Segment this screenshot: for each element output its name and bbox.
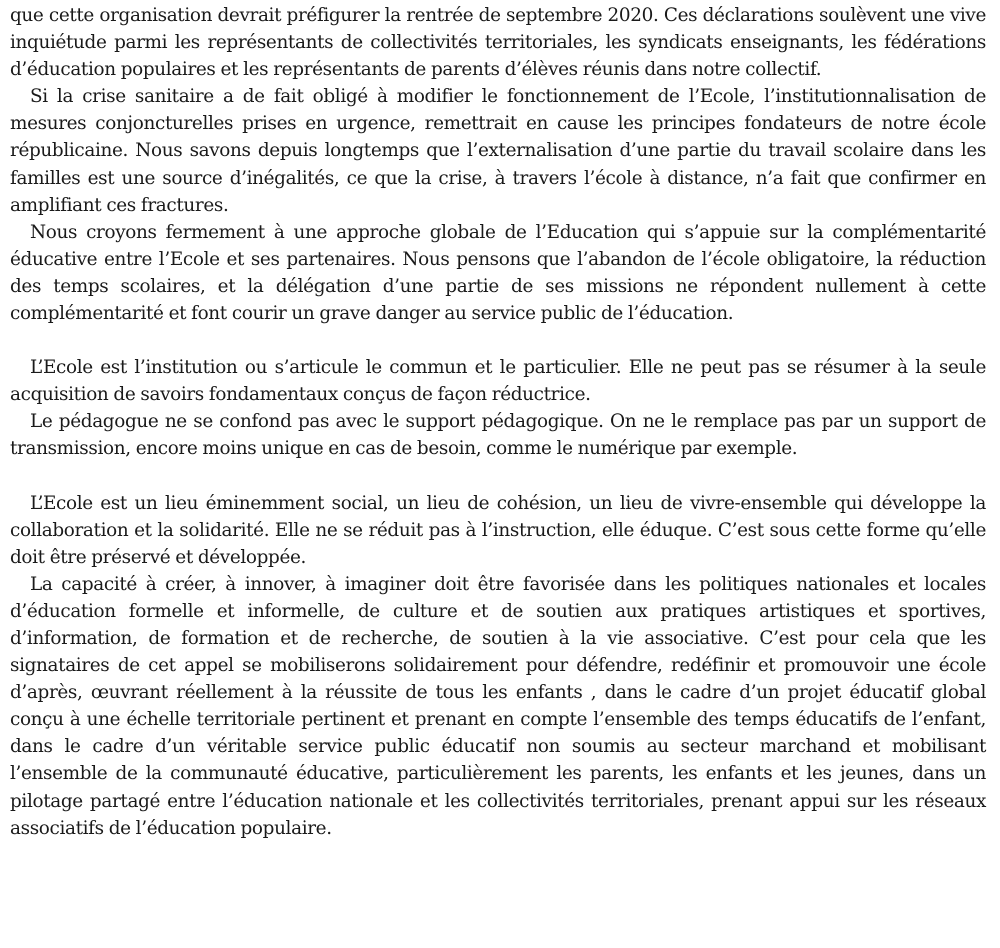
paragraph-gap	[10, 327, 986, 354]
paragraph-pedagogue: Le pédagogue ne se confond pas avec le support pédagogique. On ne le remplace pas par un support de transmission, encore moins unique en cas de besoin, comme le numérique par exemple.	[10, 411, 986, 460]
paragraph-crise-sanitaire: Si la crise sanitaire a de fait obligé à modifier le fonctionnement de l’Ecole, l’institutionnalisation de mesures conjoncturelles prises en urgence, remettrait en cause les principes fondateurs de notre école républicaine. Nous savons depuis longtemps que l’externalisation d’une partie du travail scolaire dans les familles est une source d’inégalités, ce que la crise, à travers l’école à distance, n’a fait que confirmer en amplifiant ces fractures.	[10, 86, 986, 216]
paragraph-lieu-social: L’Ecole est un lieu éminemment social, un lieu de cohésion, un lieu de vivre-ensemble qui développe la collaboration et la solidarité. Elle ne se réduit pas à l’instruction, elle éduque. C’est sous cette forme qu’elle doit être préservé et développée.	[10, 492, 986, 568]
paragraph-gap	[10, 463, 986, 490]
paragraph-capacite-creer: La capacité à créer, à innover, à imaginer doit être favorisée dans les politiques nationales et locales d’éducation formelle et informelle, de culture et de soutien aux pratiques artistiques et sportives, d’information, de formation et de recherche, de soutien à la vie associative. C’est pour cela que les signataires de cet appel se mobiliserons solidairement pour défendre, redéfinir et promouvoir une école d’après, œuvrant réellement à la réussite de tous les enfants , dans le cadre d’un projet éducatif global conçu à une échelle territoriale pertinent et prenant en compte l’ensemble des temps éducatifs de l’enfant, dans le cadre d’un véritable service public éducatif non soumis au secteur marchand et mobilisant l’ensemble de la communauté éducative, particulièrement les parents, les enfants et les jeunes, dans un pilotage partagé entre l’éducation nationale et les collectivités territoriales, prenant appui sur les réseaux associatifs de l’éducation populaire.	[10, 573, 986, 839]
paragraph-approche-globale: Nous croyons fermement à une approche globale de l’Education qui s’appuie sur la complémentarité éducative entre l’Ecole et ses partenaires. Nous pensons que l’abandon de l’école obligatoire, la réduction des temps scolaires, et la délégation d’une partie de ses missions ne répondent nullement à cette complémentarité et font courir un grave danger au service public de l’éducation.	[10, 221, 986, 325]
paragraph-institution: L’Ecole est l’institution ou s’articule le commun et le particulier. Elle ne peut pas se résumer à la seule acquisition de savoirs fondamentaux conçus de façon réductrice.	[10, 357, 986, 406]
paragraph-continuation: que cette organisation devrait préfigurer la rentrée de septembre 2020. Ces déclarations soulèvent une vive inquiétude parmi les représentants de collectivités territoriales, les syndicats enseignants, les fédérations d’éducation populaires et les représentants de parents d’élèves réunis dans notre collectif.	[10, 5, 986, 81]
